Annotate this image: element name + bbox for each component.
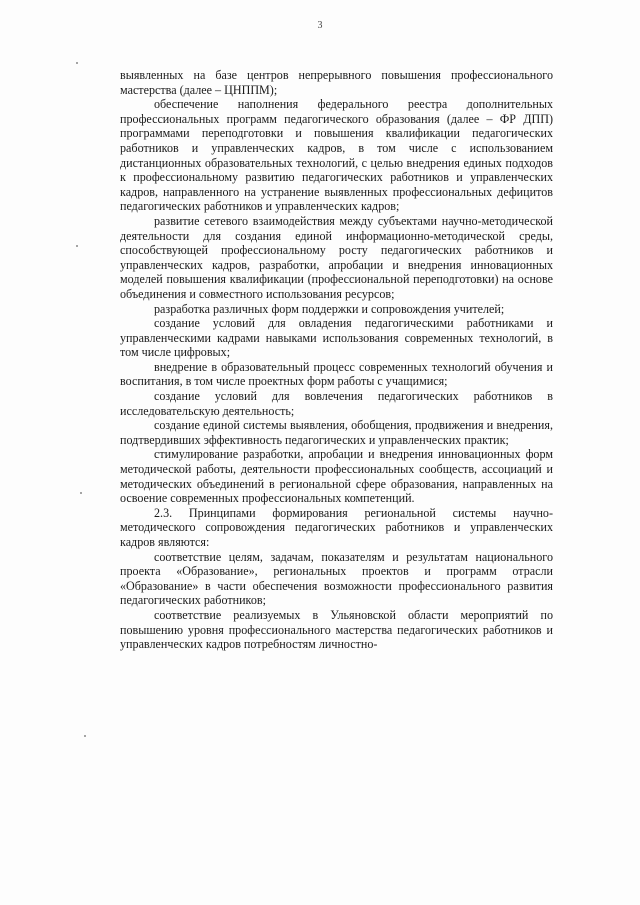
- margin-mark: [76, 62, 78, 64]
- paragraph: обеспечение наполнения федерального реестра дополнительных профессиональных программ педагогического образования (далее – ФР ДПП) программами переподготовки и повышения квалификации педагогических работников и управленческих кадров, в том числе с использованием дистанционных образовательных технологий, с целью внедрения единых подходов к профессиональному развитию педагогических работников и управленческих кадров, направленного на устранение выявленных профессиональных дефицитов педагогических работников и управленческих кадров;: [120, 97, 553, 214]
- paragraph: развитие сетевого взаимодействия между субъектами научно-методической деятельности для создания единой информационно-методической среды, способствующей профессиональному росту педагогических работников и управленческих кадров, разработки, апробации и внедрения инновационных моделей повышения квалификации (профессиональной переподготовки) на основе объединения и совместного использования ресурсов;: [120, 213, 553, 301]
- paragraph: стимулирование разработки, апробации и внедрения инновационных форм методической работы, деятельности профессиональных сообществ, ассоциаций и методических объединений в региональной сфере образования, направленных на освоение современных профессиональных компетенций.: [120, 447, 553, 506]
- paragraph: разработка различных форм поддержки и сопровождения учителей;: [154, 301, 505, 316]
- margin-mark: [76, 245, 78, 247]
- paragraph: соответствие целям, задачам, показателям и результатам национального проекта «Образование», региональных проектов и программ отрасли «Образование» в части обеспечения возможности профессионального развития педагогических работников;: [120, 549, 553, 608]
- paragraph: создание условий для овладения педагогическими работниками и управленческими кадрами навыками использования современных технологий, в том числе цифровых;: [120, 316, 553, 360]
- paragraph: внедрение в образовательный процесс современных технологий обучения и воспитания, в том числе проектных форм работы с учащимися;: [120, 359, 553, 389]
- margin-mark: [80, 492, 82, 494]
- page-number: 3: [317, 20, 323, 31]
- section-paragraph: 2.3. Принципами формирования региональной системы научно-методического сопровождения педагогических работников и управленческих кадров являются:: [120, 505, 553, 549]
- paragraph: выявленных на базе центров непрерывного повышения профессионального мастерства (далее – ЦНППМ);: [120, 68, 553, 97]
- paragraph: соответствие реализуемых в Ульяновской области мероприятий по повышению уровня профессионального мастерства педагогических работников и управленческих кадров потребностям личностно-: [120, 607, 553, 652]
- margin-mark: [84, 735, 86, 737]
- body-text: [120, 68, 553, 652]
- paragraph: создание условий для вовлечения педагогических работников в исследовательскую деятельность;: [120, 389, 553, 418]
- paragraph: создание единой системы выявления, обобщения, продвижения и внедрения, подтвердивших эффективность педагогических и управленческих практик;: [120, 418, 553, 447]
